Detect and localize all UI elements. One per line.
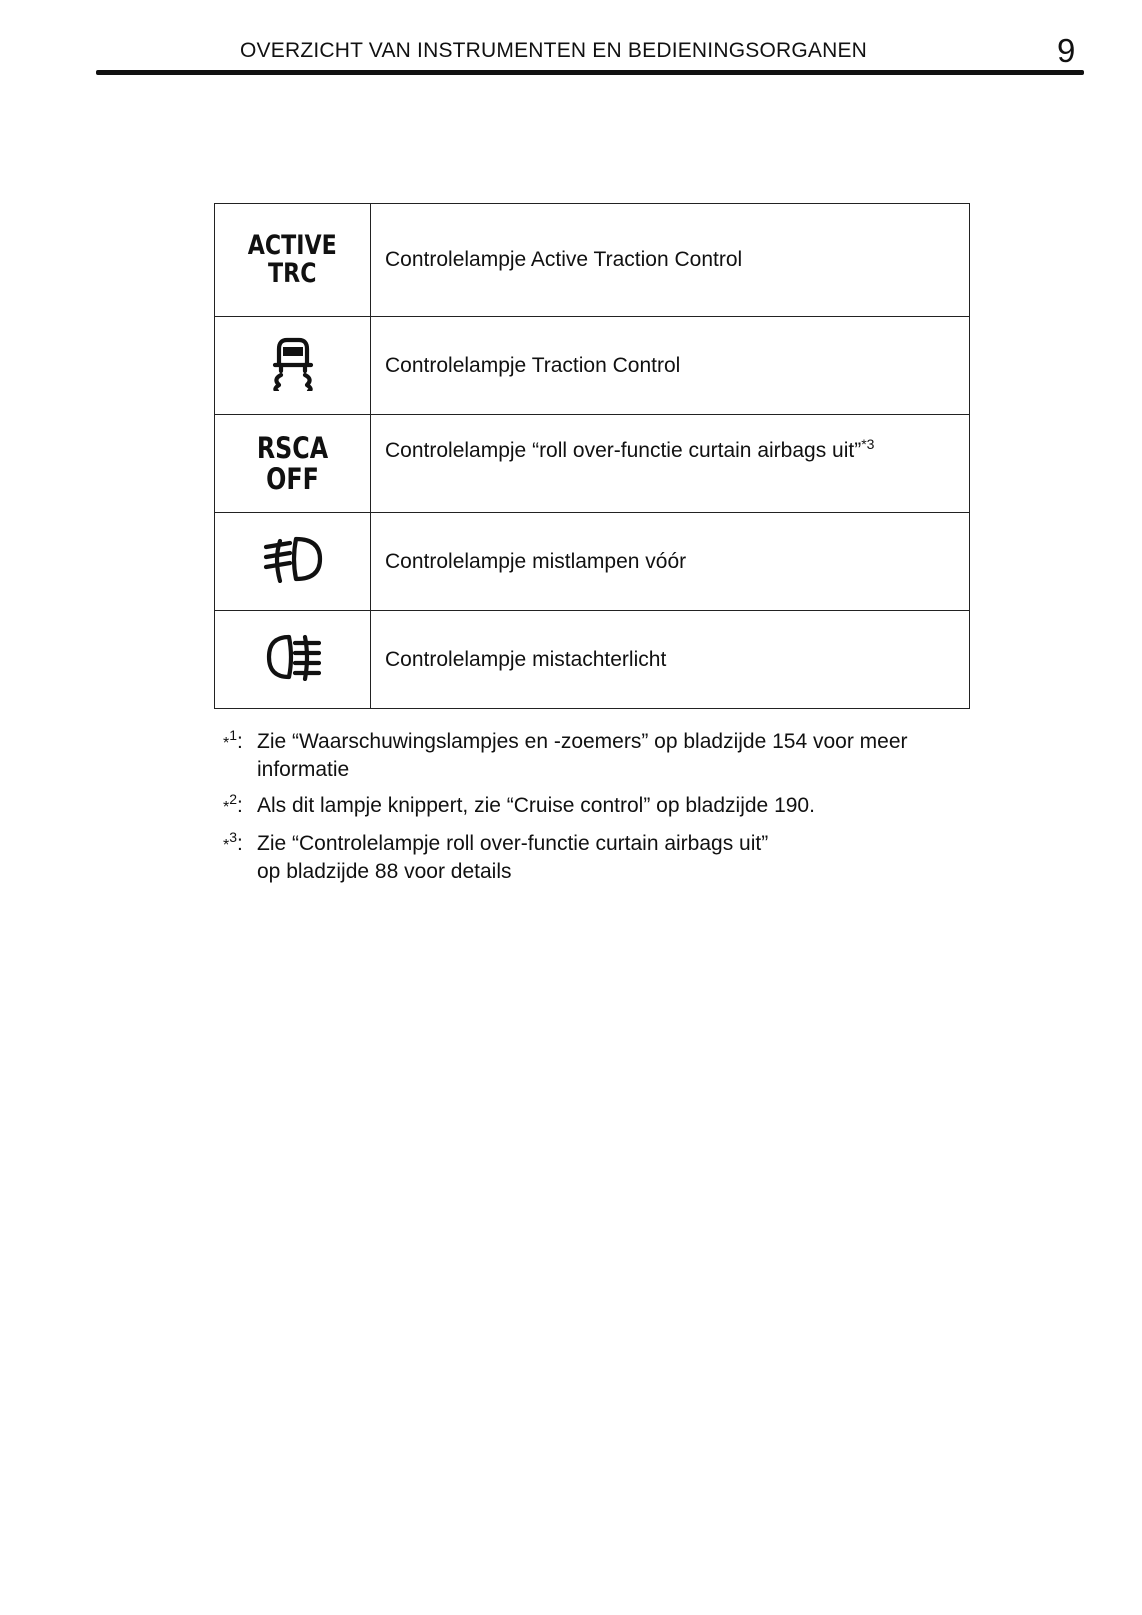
footnote [223, 792, 983, 822]
traction-control-slip-icon [267, 335, 319, 391]
page-number: 9 [1057, 32, 1076, 69]
footnote-marker: *$^3$: [223, 829, 243, 855]
footnotes [223, 728, 983, 894]
front-fog-light-icon [262, 535, 324, 583]
section-title: OVERZICHT VAN INSTRUMENTEN EN BEDIENINGSORGANEN [240, 39, 868, 62]
rear-fog-light-icon [265, 633, 321, 681]
icon-cell [215, 415, 371, 513]
icon-cell [215, 513, 371, 611]
header-rule [96, 70, 1084, 75]
footnote-text: Als dit lampje knippert, zie “Cruise control” op bladzijde 190. [257, 794, 815, 817]
footnote [223, 728, 983, 784]
footnote-text: Zie “Waarschuwingslampjes en -zoemers” op bladzijde 154 voor meer informatie [257, 730, 908, 781]
footnote-ref: *3 [861, 436, 875, 452]
lamp-description: Controlelampje mistachterlicht [371, 611, 970, 709]
lamp-description: Controlelampje mistlampen vóór [371, 513, 970, 611]
footnote [223, 830, 983, 886]
table-row [215, 204, 970, 317]
footnote-text: Zie “Controlelampje roll over-functie curtain airbags uit” op bladzijde 88 voor details [257, 832, 769, 883]
rsca-off-text-icon: RSCA OFF [256, 431, 329, 496]
table-row [215, 317, 970, 415]
icon-cell [215, 317, 371, 415]
icon-cell [215, 611, 371, 709]
indicator-lamp-table [214, 203, 970, 709]
table-row [215, 611, 970, 709]
lamp-description: Controlelampje “roll over-functie curtain airbags uit”$^{*3}$ [371, 415, 970, 513]
footnote-marker: *$^1$: [223, 727, 243, 753]
table-row [215, 415, 970, 513]
lamp-description: Controlelampje Traction Control [371, 317, 970, 415]
table-row [215, 513, 970, 611]
footnote-marker: *$^2$: [223, 791, 243, 817]
lamp-description: Controlelampje Active Traction Control [371, 204, 970, 317]
active-trc-text-icon: ACTIVE TRC [248, 229, 337, 289]
icon-cell [215, 204, 371, 317]
